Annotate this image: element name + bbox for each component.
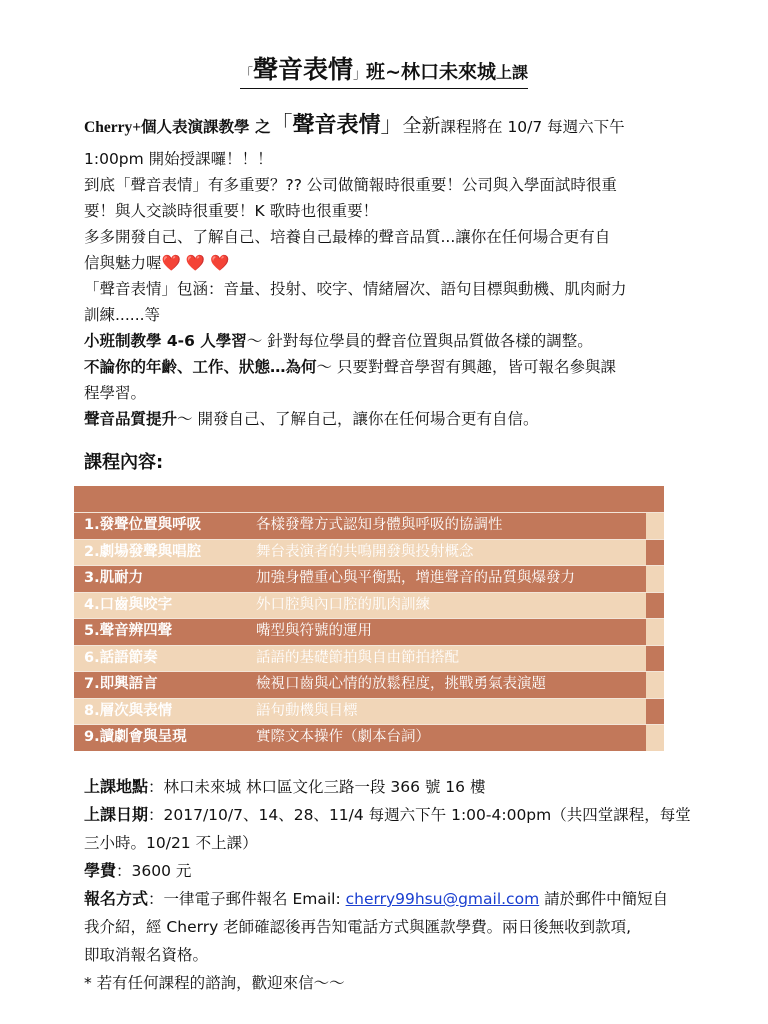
brand-name: Cherry+ bbox=[84, 119, 142, 136]
quote-main: 聲音表情 bbox=[292, 113, 381, 138]
course-row bbox=[74, 512, 664, 539]
intro-line-9-rest: ～ 針對每位學員的聲音位置與品質做各樣的調整。 bbox=[246, 332, 593, 350]
intro-line-10 bbox=[84, 354, 690, 380]
location-line bbox=[84, 773, 690, 801]
course-name: 5.聲音辨四聲 bbox=[74, 619, 246, 645]
row-edge bbox=[646, 646, 664, 672]
title-close-quote: 」 bbox=[353, 67, 367, 82]
intro-line-3: 到底「聲音表情」有多重要？?? 公司做簡報時很重要！公司與入學面試時很重 bbox=[84, 176, 617, 194]
fee-value: ：3600 元 bbox=[116, 862, 192, 880]
intro-line-5: 多多開發自己、了解自己、培養自己最棒的聲音品質...讓你在任何場合更有自 bbox=[84, 228, 611, 246]
row-edge bbox=[646, 513, 664, 539]
signup-line bbox=[84, 885, 690, 913]
signup-label: 報名方式 bbox=[84, 889, 149, 908]
info-section bbox=[84, 773, 690, 997]
intro-line-4: 要！與人交談時很重要！K 歌時也很重要！ bbox=[84, 202, 379, 220]
row-edge bbox=[646, 725, 664, 751]
email-link[interactable]: cherry99hsu@gmail.com bbox=[345, 890, 540, 908]
signup-value: ：一律電子郵件報名 Email: bbox=[148, 890, 346, 908]
intro-line-1 bbox=[84, 108, 690, 146]
heart-icons: ❤️ ❤️ ❤️ bbox=[161, 254, 230, 272]
location-value: ：林口未來城 林口區文化三路一段 366 號 16 樓 bbox=[148, 778, 486, 796]
intro-line-6 bbox=[84, 250, 690, 276]
course-name: 1.發聲位置與呼吸 bbox=[74, 513, 246, 539]
course-desc: 加強身體重心與平衡點，增進聲音的品質與爆發力 bbox=[246, 566, 646, 592]
course-desc: 各樣發聲方式認知身體與呼吸的協調性 bbox=[246, 513, 646, 539]
course-heading: 課程內容: bbox=[84, 452, 164, 473]
date-line bbox=[84, 801, 690, 829]
course-desc: 外口腔與內口腔的肌肉訓練 bbox=[246, 593, 646, 619]
course-name: 8.層次與表情 bbox=[74, 699, 246, 725]
signup-value-2: 請於郵件中簡短自 bbox=[539, 890, 669, 908]
date-label: 上課日期 bbox=[84, 805, 149, 824]
date-line-2: 三小時。10/21 不上課） bbox=[84, 834, 258, 852]
title-class-word: 班 bbox=[366, 61, 386, 83]
intro-line-1-rest: 課程將在 10/7 每週六下午 bbox=[440, 118, 625, 136]
intro-line-12-rest: ～ 開發自己、了解自己，讓你在任何場合更有自信。 bbox=[177, 410, 539, 428]
course-desc: 實際文本操作（劇本台詞） bbox=[246, 725, 646, 751]
intro-line-9 bbox=[84, 328, 690, 354]
fee-label: 學費 bbox=[84, 861, 117, 880]
course-row bbox=[74, 539, 664, 566]
course-row bbox=[74, 592, 664, 619]
title-main: 聲音表情 bbox=[253, 55, 354, 84]
intro-line-10-bold: 不論你的年齡、工作、狀態…為何 bbox=[84, 358, 317, 376]
intro-line-11: 程學習。 bbox=[84, 384, 147, 402]
intro-line-9-bold: 小班制教學 4-6 人學習 bbox=[84, 332, 247, 350]
signup-line-2: 我介紹，經 Cherry 老師確認後再告知電話方式與匯款學費。兩日後無收到款項, bbox=[84, 918, 632, 936]
title-open-quote: 「 bbox=[240, 67, 254, 82]
course-row bbox=[74, 565, 664, 592]
row-edge bbox=[646, 699, 664, 725]
signup-line-3: 即取消報名資格。 bbox=[84, 946, 209, 964]
course-name: 2.劇場發聲與唱腔 bbox=[74, 540, 246, 566]
footnote: * 若有任何課程的諮詢，歡迎來信～～ bbox=[84, 974, 345, 992]
intro-line-12-bold: 聲音品質提升 bbox=[84, 410, 178, 428]
intro-line-7: 「聲音表情」包涵：音量、投射、咬字、情緒層次、語句目標與動機、肌肉耐力 bbox=[84, 280, 627, 298]
course-name: 3.肌耐力 bbox=[74, 566, 246, 592]
course-name: 4.口齒與咬字 bbox=[74, 593, 246, 619]
new-word: 全新 bbox=[402, 115, 441, 137]
row-edge bbox=[646, 540, 664, 566]
course-row bbox=[74, 618, 664, 645]
intro-line-10-rest: ～ 只要對聲音學習有興趣，皆可報名參與課 bbox=[316, 358, 616, 376]
page-title bbox=[0, 50, 768, 89]
course-table bbox=[74, 486, 664, 752]
intro-line-2: 1:00pm 開始授課囉！！！ bbox=[84, 150, 273, 168]
intro-line-8: 訓練......等 bbox=[84, 306, 161, 324]
title-suffix: 上課 bbox=[495, 63, 528, 82]
course-name: 7.即興語言 bbox=[74, 672, 246, 698]
quote-close: 」 bbox=[380, 113, 403, 138]
intro-line-6-text: 信與魅力喔 bbox=[84, 254, 162, 272]
course-desc: 語句動機與目標 bbox=[246, 699, 646, 725]
course-row bbox=[74, 645, 664, 672]
fee-line bbox=[84, 857, 690, 885]
date-value: ：2017/10/7、14、28、11/4 每週六下午 1:00-4:00pm（共四堂課程，每堂 bbox=[148, 806, 691, 824]
course-desc: 嘴型與符號的運用 bbox=[246, 619, 646, 645]
course-row bbox=[74, 698, 664, 725]
course-row bbox=[74, 671, 664, 698]
row-edge bbox=[646, 593, 664, 619]
course-table-header bbox=[74, 486, 664, 512]
intro-line-1-part1: 個人表演課教學 之 bbox=[141, 118, 271, 136]
row-edge bbox=[646, 672, 664, 698]
intro-line-12 bbox=[84, 406, 690, 432]
course-desc: 話語的基礎節拍與自由節拍搭配 bbox=[246, 646, 646, 672]
course-name: 9.讀劇會與呈現 bbox=[74, 725, 246, 751]
location-label: 上課地點 bbox=[84, 777, 149, 796]
row-edge bbox=[646, 619, 664, 645]
row-edge bbox=[646, 566, 664, 592]
course-desc: 舞台表演者的共鳴開發與投射概念 bbox=[246, 540, 646, 566]
course-name: 6.話語節奏 bbox=[74, 646, 246, 672]
course-desc: 檢視口齒與心情的放鬆程度，挑戰勇氣表演題 bbox=[246, 672, 646, 698]
intro-section bbox=[84, 108, 690, 432]
quote-open: 「 bbox=[270, 113, 293, 138]
title-location: ~林口未來城 bbox=[385, 61, 496, 83]
course-row bbox=[74, 724, 664, 751]
